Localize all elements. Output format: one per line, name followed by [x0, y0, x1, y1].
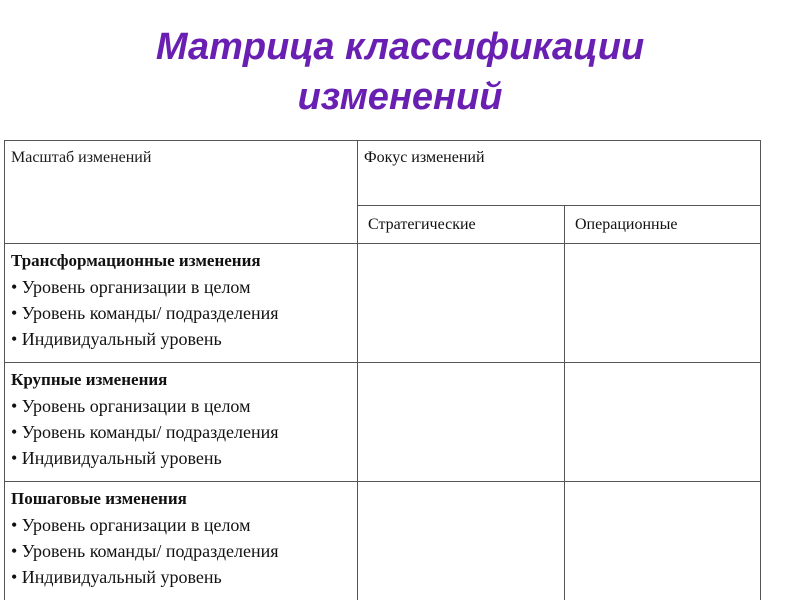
scale-header-label: Масштаб изменений: [11, 149, 152, 166]
focus-header-cell: [358, 141, 761, 206]
focus-header-label: Фокус изменений: [364, 149, 485, 166]
operational-cell: [565, 244, 761, 363]
list-item: • Уровень организации в целом: [11, 396, 251, 416]
list-item: • Индивидуальный уровень: [11, 567, 222, 587]
table-row: [5, 244, 761, 363]
title-line-1: Матрица классификации: [155, 26, 645, 68]
scale-cell: [5, 244, 358, 363]
scale-cell: [5, 363, 358, 482]
scale-header-cell: [5, 141, 358, 244]
title-line-2: изменений: [297, 76, 503, 118]
row-heading: Крупные изменения: [11, 370, 168, 389]
strategic-label: Стратегические: [368, 215, 476, 233]
list-item: • Индивидуальный уровень: [11, 448, 222, 468]
list-item: • Уровень команды/ подразделения: [11, 541, 279, 561]
table-row: [5, 363, 761, 482]
list-item: • Индивидуальный уровень: [11, 329, 222, 349]
scale-cell: [5, 482, 358, 600]
strategic-cell: [358, 363, 565, 482]
strategic-cell: [358, 482, 565, 600]
slide-title: [0, 22, 800, 122]
table-row: [5, 482, 761, 600]
row-heading: Пошаговые изменения: [11, 489, 187, 508]
list-item: • Уровень команды/ подразделения: [11, 422, 279, 442]
operational-cell: [565, 482, 761, 600]
strategic-cell: [358, 244, 565, 363]
list-item: • Уровень организации в целом: [11, 515, 251, 535]
operational-label: Операционные: [575, 215, 678, 233]
header-row: [5, 141, 761, 206]
row-heading: Трансформационные изменения: [11, 251, 261, 270]
operational-column-header: [565, 206, 761, 244]
list-item: • Уровень команды/ подразделения: [11, 303, 279, 323]
strategic-column-header: [358, 206, 565, 244]
classification-matrix-table: [4, 140, 761, 600]
list-item: • Уровень организации в целом: [11, 277, 251, 297]
operational-cell: [565, 363, 761, 482]
